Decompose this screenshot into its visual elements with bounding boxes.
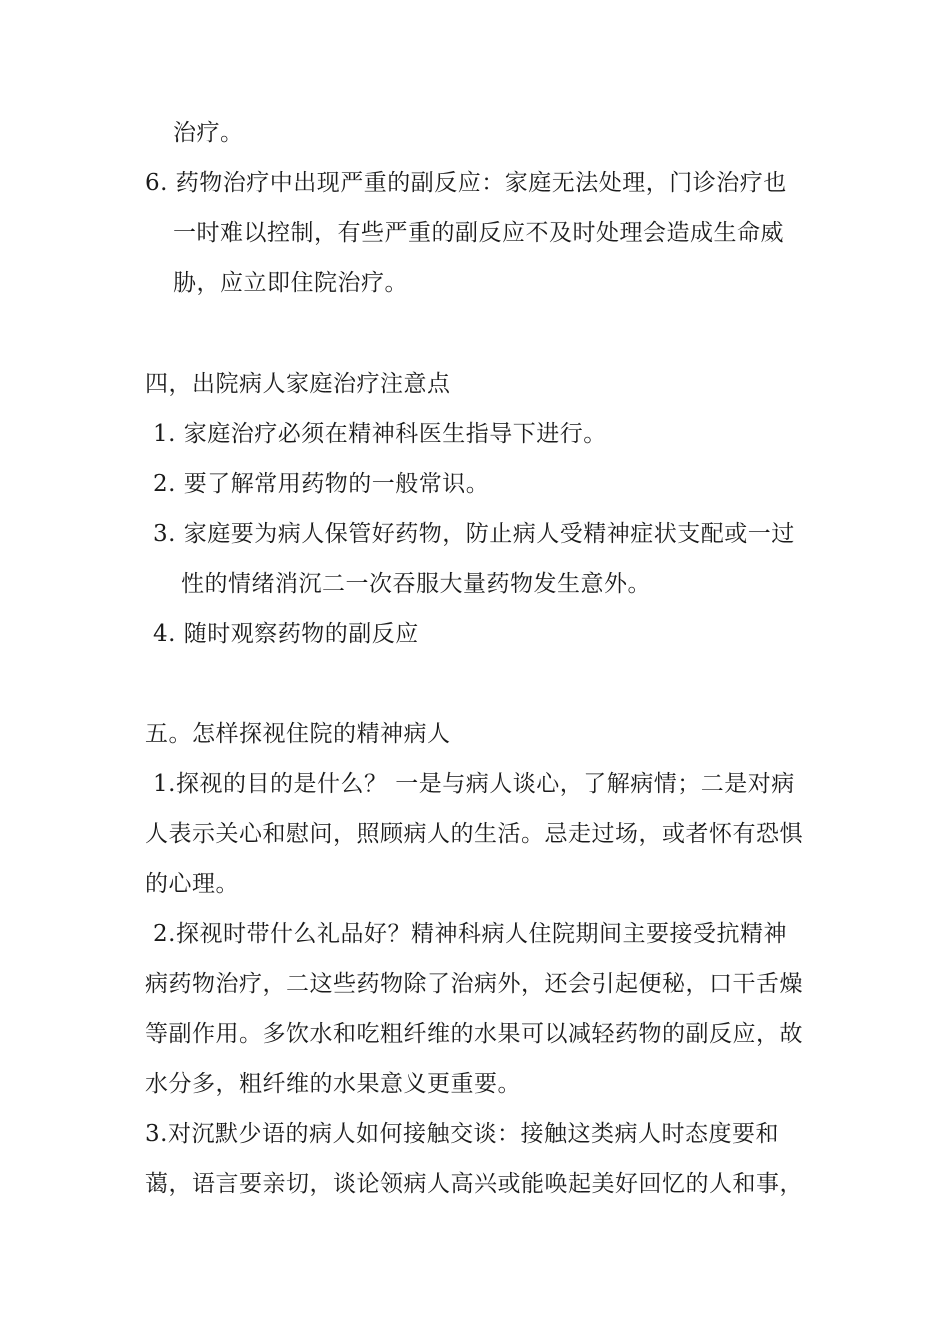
text-line: 一时难以控制，有些严重的副反应不及时处理会造成生命威 (173, 220, 784, 246)
text-line: 等副作用。多饮水和吃粗纤维的水果可以减轻药物的副反应，故 (145, 1021, 803, 1047)
text-line: 人表示关心和慰问，照顾病人的生活。忌走过场，或者怀有恐惧 (145, 821, 803, 847)
section-heading-5: 五。怎样探视住院的精神病人 (145, 721, 451, 747)
text-line: 胁，应立即住院治疗。 (173, 270, 408, 296)
list-item-4: 4. 随时观察药物的副反应 (153, 621, 419, 647)
text-line: 蔼，语言要亲切，谈论领病人高兴或能唤起美好回忆的人和事， (145, 1171, 803, 1197)
question-2: 2.探视时带什么礼品好？精神科病人住院期间主要接受抗精神 (153, 921, 787, 947)
section-heading-4: 四，出院病人家庭治疗注意点 (145, 371, 451, 397)
text-line: 治疗。 (173, 120, 244, 146)
text-line: 的心理。 (145, 871, 239, 897)
list-item-3: 3. 家庭要为病人保管好药物，防止病人受精神症状支配或一过 (153, 521, 795, 547)
text-line: 病药物治疗，二这些药物除了治病外，还会引起便秘，口干舌燥 (145, 971, 803, 997)
list-item-2: 2. 要了解常用药物的一般常识。 (153, 471, 490, 497)
question-3: 3.对沉默少语的病人如何接触交谈：接触这类病人时态度要和 (145, 1121, 779, 1147)
question-1: 1.探视的目的是什么？ 一是与病人谈心，了解病情；二是对病 (153, 771, 795, 797)
list-item-6: 6. 药物治疗中出现严重的副反应：家庭无法处理，门诊治疗也 (145, 170, 787, 196)
list-item-1: 1. 家庭治疗必须在精神科医生指导下进行。 (153, 421, 607, 447)
text-line: 性的情绪消沉二一次吞服大量药物发生意外。 (181, 571, 651, 597)
text-line: 水分多，粗纤维的水果意义更重要。 (145, 1071, 521, 1097)
